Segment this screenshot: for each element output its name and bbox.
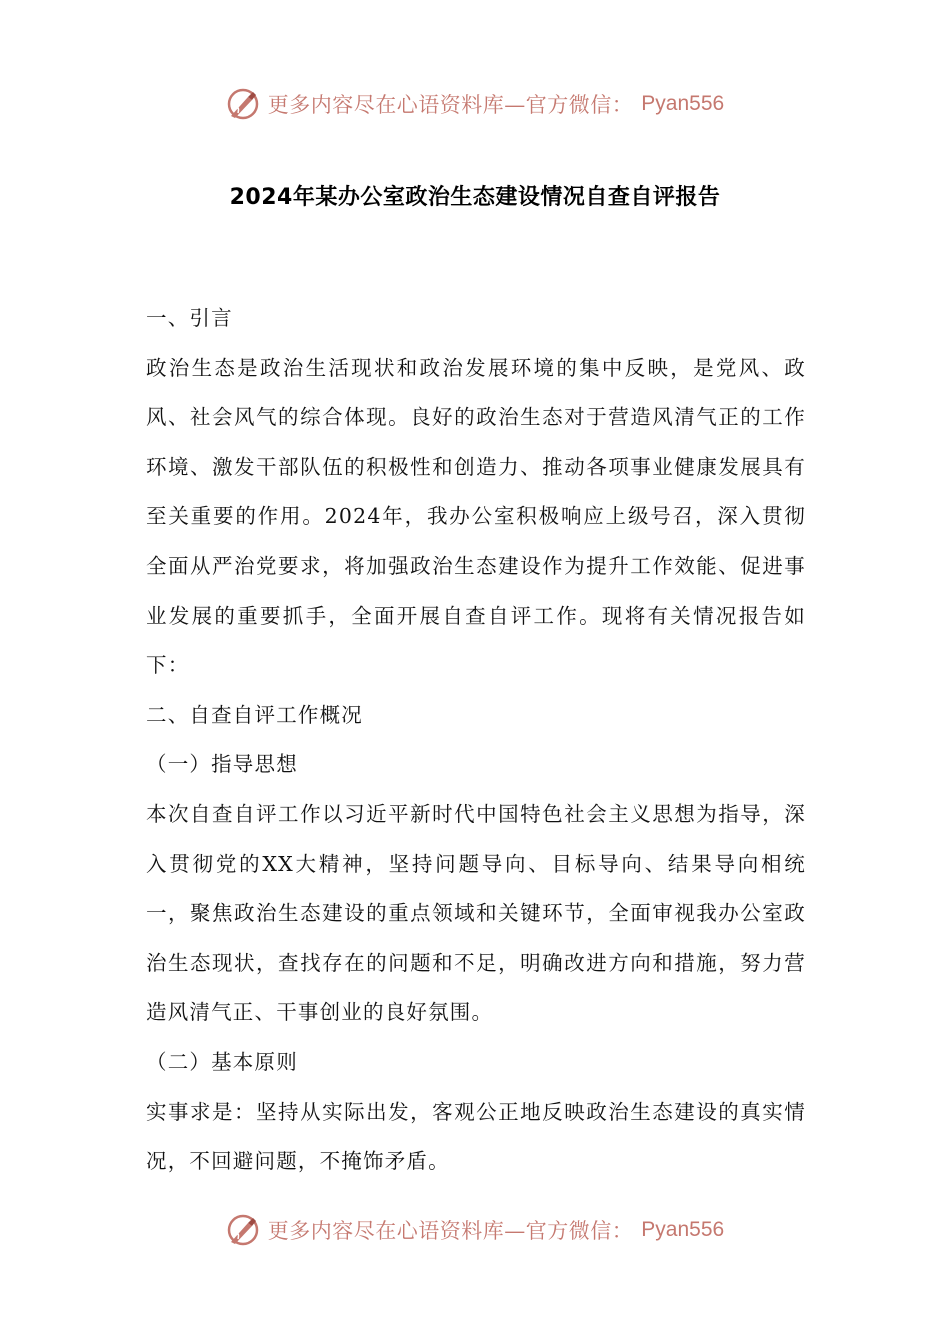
watermark-wechat-id: Pyan556 — [641, 92, 725, 115]
watermark-wechat-id: Pyan556 — [641, 1218, 725, 1241]
footer-watermark — [0, 1210, 950, 1250]
pen-logo-icon — [226, 87, 260, 121]
body-paragraph: 本次自查自评工作以习近平新时代中国特色社会主义思想为指导，深入贯彻党的XX大精神，坚持问题导向、目标导向、结果导向相统一，聚焦政治生态建设的重点领域和关键环节，全面审视我办公室政治生态现状，查找存在的问题和不足，明确改进方向和措施，努力营造风清气正、干事创业的良好氛围。 — [146, 801, 806, 1025]
subsection-heading: （一）指导思想 — [146, 752, 298, 777]
document-body — [146, 294, 806, 1187]
section-heading: 一、引言 — [146, 306, 233, 330]
document-title: 2024年某办公室政治生态建设情况自查自评报告 — [229, 185, 721, 210]
watermark-text: 更多内容尽在心语资料库—官方微信： — [267, 1219, 634, 1243]
body-paragraph: 实事求是：坚持从实际出发，客观公正地反映政治生态建设的真实情况，不回避问题，不掩饰矛盾。 — [146, 1099, 806, 1174]
pen-logo-icon — [226, 1213, 260, 1247]
header-watermark — [0, 84, 950, 124]
subsection-heading: （二）基本原则 — [146, 1049, 298, 1074]
watermark-text: 更多内容尽在心语资料库—官方微信： — [267, 93, 634, 117]
body-paragraph: 政治生态是政治生活现状和政治发展环境的集中反映，是党风、政风、社会风气的综合体现。良好的政治生态对于营造风清气正的工作环境、激发干部队伍的积极性和创造力、推动各项事业健康发展具有至关重要的作用。2024年，我办公室积极响应上级号召，深入贯彻全面从严治党要求，将加强政治生态建设作为提升工作效能、促进事业发展的重要抓手，全面开展自查自评工作。现将有关情况报告如下： — [146, 355, 806, 678]
section-heading: 二、自查自评工作概况 — [146, 702, 363, 727]
